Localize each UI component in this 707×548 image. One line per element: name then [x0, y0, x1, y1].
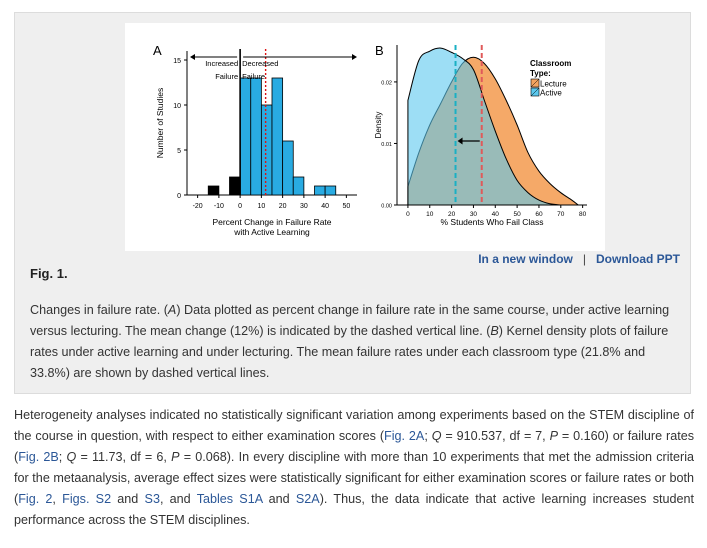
tables-s1a-link[interactable]: Tables S1A — [196, 492, 263, 506]
histogram-bar — [293, 177, 304, 195]
y-tick-label: 10 — [173, 103, 181, 110]
y-tick-label: 15 — [173, 58, 181, 65]
x-tick-label: 70 — [557, 211, 565, 218]
paragraph-text: = 0.068). In every discipline with more than 10 experiments that met the admission criteria for the metaanalysis, average effect sizes were statistically significant for either examination scores or failure rates or both ( — [14, 450, 694, 506]
article-paragraph — [14, 405, 694, 531]
x-axis-title: with Active Learning — [234, 227, 310, 237]
panel-b-label: B — [375, 43, 384, 58]
x-tick-label: -10 — [213, 203, 224, 210]
x-tick-label: 80 — [579, 211, 587, 218]
histogram-bar — [251, 78, 262, 195]
y-tick-label: 5 — [177, 148, 181, 155]
y-tick-label: 0.02 — [381, 80, 392, 87]
x-tick-label: 0 — [238, 203, 243, 210]
stat-symbol: Q — [431, 429, 442, 443]
x-tick-label: 60 — [535, 211, 543, 218]
paragraph-text: , — [52, 492, 63, 506]
caption-text: ) Kernel density plots of failure rates under active learning and under lecturing. The mean failure rates under each classroom type (21.8% and 33.8%) are shown by dashed vertical lines. — [30, 324, 669, 380]
arrow-head-icon — [352, 54, 357, 60]
y-axis-title: Density — [374, 111, 383, 139]
panel-a — [153, 43, 357, 237]
paragraph-text: ; — [424, 429, 432, 443]
open-new-window-link[interactable]: In a new window — [478, 252, 573, 266]
fig-2a-link[interactable]: Fig. 2A — [384, 429, 425, 443]
legend-label-lecture: Lecture — [540, 79, 567, 89]
legend-title: Classroom — [530, 59, 572, 68]
fig-2-link[interactable]: Fig. 2 — [18, 492, 53, 506]
x-tick-label: 30 — [469, 211, 478, 218]
x-tick-label: 40 — [321, 203, 330, 210]
x-tick-label: 20 — [447, 211, 456, 218]
panel-b — [374, 43, 587, 227]
x-tick-label: 30 — [299, 203, 308, 210]
y-tick-label: 0.00 — [381, 203, 392, 210]
x-tick-label: 50 — [342, 203, 351, 210]
arrow-head-icon — [190, 54, 195, 60]
table-s2a-link[interactable]: S2A — [295, 492, 320, 506]
figure-image[interactable] — [125, 23, 605, 251]
increased-label: Failure — [215, 72, 239, 81]
histogram-bar — [208, 186, 219, 195]
histogram-bar — [261, 105, 272, 195]
decreased-label: Failure — [242, 72, 266, 81]
fig-s3-link[interactable]: S3 — [144, 492, 160, 506]
decreased-label: Decreased — [242, 59, 279, 68]
paragraph-text: and — [262, 492, 296, 506]
figs-s2-link[interactable]: Figs. S2 — [62, 492, 112, 506]
paragraph-text: Heterogeneity analyses indicated no statistically significant variation among experiments based on the STEM discipline of the course in question, with respect to either examination scores ( — [14, 408, 694, 443]
paragraph-text: = 0.160) or failure rates ( — [14, 429, 694, 464]
link-separator: | — [582, 252, 586, 266]
figure-caption — [30, 300, 682, 384]
x-tick-label: 0 — [406, 211, 410, 218]
paragraph-text: ). Thus, the data indicate that active learning increases student performance across the STEM disciplines. — [14, 492, 695, 527]
figure-links — [478, 252, 680, 266]
y-axis-title: Number of Studies — [155, 87, 165, 159]
panel-a-label: A — [153, 43, 162, 58]
y-tick-label: 0 — [177, 193, 181, 200]
paragraph-text: = 11.73, df = 6, — [76, 450, 172, 464]
legend-label-active: Active — [540, 88, 562, 98]
y-tick-label: 0.01 — [381, 141, 392, 148]
paragraph-text: ; — [58, 450, 67, 464]
caption-text: Changes in failure rate. ( — [30, 303, 168, 317]
histogram-bar — [272, 78, 283, 195]
stat-symbol: Q — [66, 450, 77, 464]
figure-box — [14, 12, 691, 394]
download-ppt-link[interactable]: Download PPT — [596, 252, 680, 266]
histogram-bar — [230, 177, 241, 195]
legend-title: Type: — [530, 69, 551, 78]
x-tick-label: 10 — [426, 211, 434, 218]
histogram-bar — [240, 78, 251, 195]
paragraph-text: and — [111, 492, 145, 506]
x-axis-title: % Students Who Fail Class — [440, 217, 544, 227]
caption-text: ) Data plotted as percent change in failure rate in the same course, under active learning versus lecturing. The mean change (12%) is indicated by the dashed vertical line. ( — [30, 303, 670, 338]
figure-label: Fig. 1. — [30, 266, 68, 281]
x-tick-label: 50 — [513, 211, 521, 218]
fig-2b-link[interactable]: Fig. 2B — [18, 450, 59, 464]
histogram-bar — [315, 186, 326, 195]
stat-symbol: P — [549, 429, 558, 443]
x-tick-label: 40 — [491, 211, 499, 218]
histogram-bar — [283, 141, 294, 195]
x-axis-title: Percent Change in Failure Rate — [212, 217, 332, 227]
stat-symbol: P — [171, 450, 180, 464]
x-tick-label: 10 — [257, 203, 266, 210]
x-tick-label: -20 — [192, 203, 203, 210]
increased-label: Increased — [205, 59, 239, 68]
x-tick-label: 20 — [278, 203, 287, 210]
paragraph-text: , and — [159, 492, 197, 506]
caption-panel-a: A — [167, 303, 177, 317]
caption-panel-b: B — [490, 324, 499, 338]
histogram-bar — [325, 186, 336, 195]
paragraph-text: = 910.537, df = 7, — [441, 429, 550, 443]
